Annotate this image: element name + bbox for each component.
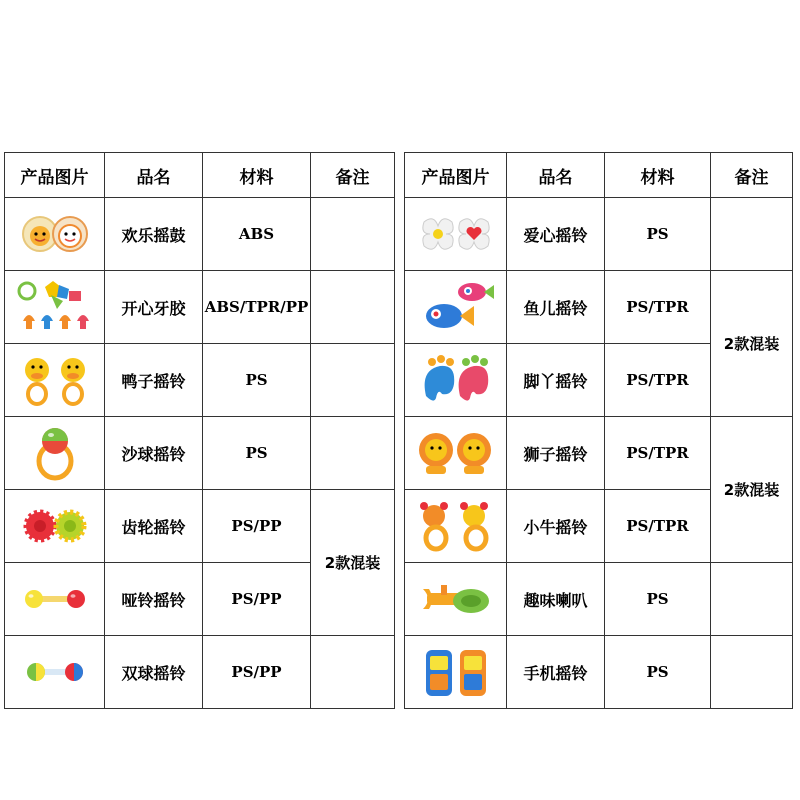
col-header-remark: 备注: [311, 153, 395, 198]
product-image: [405, 198, 507, 271]
table-header-row: [405, 153, 793, 198]
product-name: 齿轮摇铃: [105, 490, 203, 563]
product-material: PS/TPR: [605, 344, 711, 417]
table-row: [405, 198, 793, 271]
product-material: ABS: [203, 198, 311, 271]
product-remark: [711, 198, 793, 271]
product-material: PS: [605, 636, 711, 709]
table-row: [5, 636, 395, 709]
duck-rattle-icon: [19, 350, 91, 410]
table-row: [5, 344, 395, 417]
product-image: [5, 417, 105, 490]
product-name: 开心牙胶: [105, 271, 203, 344]
product-name: 双球摇铃: [105, 636, 203, 709]
trumpet-icon: [419, 577, 493, 621]
product-table-left: [4, 152, 395, 709]
product-name: 小牛摇铃: [507, 490, 605, 563]
table-row: [5, 490, 395, 563]
product-image: [5, 198, 105, 271]
table-row: [5, 198, 395, 271]
table-row: [5, 417, 395, 490]
col-header-material: 材料: [203, 153, 311, 198]
sand-ball-rattle-icon: [30, 423, 80, 483]
product-image: [405, 344, 507, 417]
product-material: PS/PP: [203, 636, 311, 709]
gear-rattle-icon: [20, 504, 90, 548]
product-material: ABS/TPR/PP: [203, 271, 311, 344]
product-image: [405, 563, 507, 636]
product-material: PS/PP: [203, 563, 311, 636]
table-header-row: [5, 153, 395, 198]
product-name: 欢乐摇鼓: [105, 198, 203, 271]
teether-set-icon: [15, 277, 95, 337]
table-row: [405, 271, 793, 344]
col-header-image: 产品图片: [405, 153, 507, 198]
product-name: 手机摇铃: [507, 636, 605, 709]
col-header-name: 品名: [105, 153, 203, 198]
fish-rattle-icon: [416, 276, 496, 338]
product-name: 爱心摇铃: [507, 198, 605, 271]
product-material: PS/TPR: [605, 417, 711, 490]
product-table-right: [404, 152, 793, 709]
product-remark: [311, 417, 395, 490]
table-row: [405, 417, 793, 490]
col-header-remark: 备注: [711, 153, 793, 198]
product-remark-merged: 2款混装: [711, 271, 793, 417]
product-material: PS: [605, 198, 711, 271]
heart-rattle-icon: [418, 214, 494, 254]
lion-rattle-icon: [416, 428, 496, 478]
product-remark: [711, 563, 793, 636]
smiling-face-rattle-drum-icon: [20, 209, 90, 259]
product-remark-merged: 2款混装: [311, 490, 395, 636]
product-name: 狮子摇铃: [507, 417, 605, 490]
product-name: 哑铃摇铃: [105, 563, 203, 636]
product-remark: [711, 636, 793, 709]
product-image: [405, 490, 507, 563]
product-material: PS/PP: [203, 490, 311, 563]
phone-rattle-icon: [420, 642, 492, 702]
product-remark: [311, 271, 395, 344]
product-material: PS: [203, 344, 311, 417]
product-remark-merged: 2款混装: [711, 417, 793, 563]
product-material: PS/TPR: [605, 271, 711, 344]
dumbbell-rattle-icon: [20, 584, 90, 614]
table-row: [405, 636, 793, 709]
product-remark: [311, 636, 395, 709]
product-name: 鸭子摇铃: [105, 344, 203, 417]
product-material: PS: [203, 417, 311, 490]
col-header-material: 材料: [605, 153, 711, 198]
product-name: 脚丫摇铃: [507, 344, 605, 417]
product-image: [5, 344, 105, 417]
product-image: [5, 563, 105, 636]
col-header-name: 品名: [507, 153, 605, 198]
product-remark: [311, 198, 395, 271]
product-image: [405, 636, 507, 709]
col-header-image: 产品图片: [5, 153, 105, 198]
product-material: PS: [605, 563, 711, 636]
table-row: [5, 271, 395, 344]
foot-rattle-icon: [416, 352, 496, 408]
calf-rattle-icon: [416, 498, 496, 554]
product-image: [5, 271, 105, 344]
product-name: 沙球摇铃: [105, 417, 203, 490]
product-image: [405, 271, 507, 344]
product-image: [5, 490, 105, 563]
product-image: [5, 636, 105, 709]
product-image: [405, 417, 507, 490]
product-remark: [311, 344, 395, 417]
double-ball-rattle-icon: [20, 657, 90, 687]
table-row: [405, 563, 793, 636]
product-name: 趣味喇叭: [507, 563, 605, 636]
product-material: PS/TPR: [605, 490, 711, 563]
product-name: 鱼儿摇铃: [507, 271, 605, 344]
